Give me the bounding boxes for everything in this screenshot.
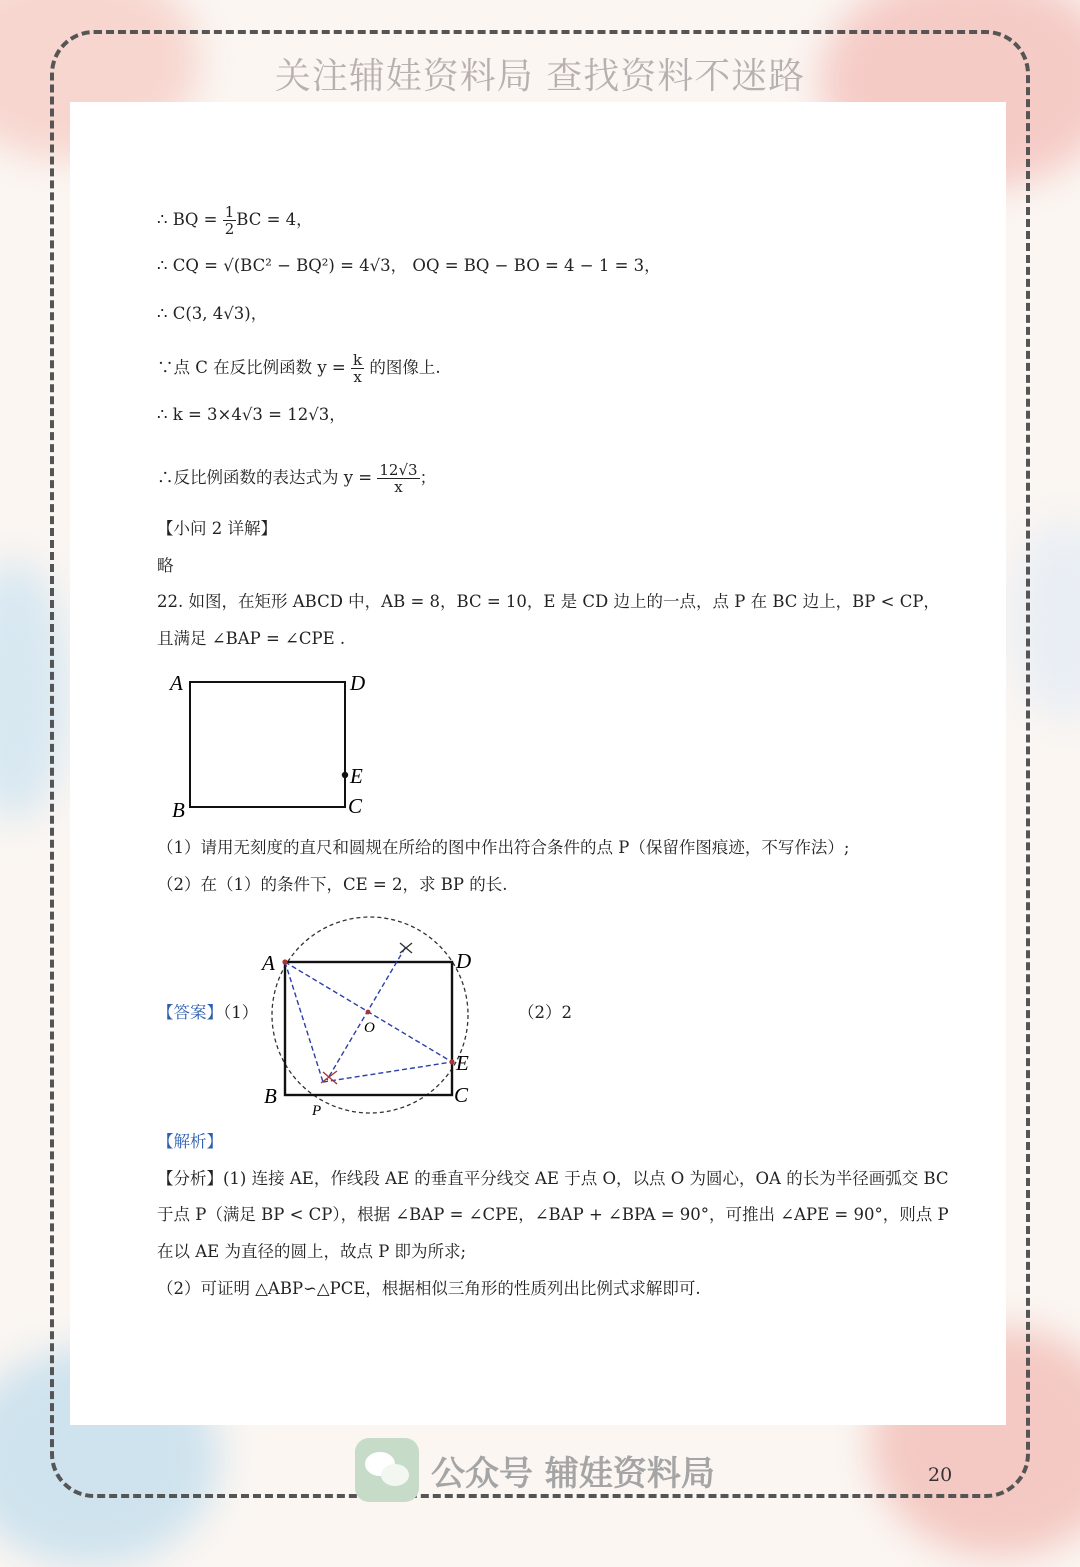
point-a: [282, 959, 287, 964]
label-d: D: [456, 949, 472, 973]
label-c: C: [454, 1083, 469, 1107]
footer-watermark-text: 公众号 辅娃资料局: [431, 1453, 715, 1494]
subquestion-2-title: 【小问 2 详解】: [157, 519, 277, 538]
analysis-line-3: 在以 AE 为直径的圆上，故点 P 即为所求;: [157, 1242, 467, 1261]
answer-line: [157, 1002, 258, 1024]
question-22-line-2: 且满足 ∠BAP = ∠CPE .: [157, 629, 346, 648]
label-p: P: [312, 1103, 322, 1119]
text: ∴反比例函数的表达式为 y =: [157, 468, 378, 487]
label-b: B: [264, 1084, 277, 1108]
label-a: A: [170, 671, 183, 695]
point-e: [449, 1059, 454, 1064]
solution-line-6: [157, 462, 436, 495]
solution-line-4: [157, 352, 441, 385]
denominator: x: [394, 478, 403, 496]
answer-part-2: （2）2: [518, 1003, 572, 1022]
rectangle-figure: [160, 665, 390, 825]
label-d: D: [350, 671, 366, 695]
numerator: k: [353, 351, 363, 369]
fraction: [223, 204, 237, 237]
denominator: 2: [224, 220, 235, 238]
subquestion-2-body: 略: [157, 556, 174, 575]
numerator: 1: [224, 203, 235, 221]
footer-watermark: [355, 1438, 715, 1502]
text: ∵点 C 在反比例函数 y =: [157, 358, 351, 377]
solution-line-5: ∴ k = 3×4√3 = 12√3，: [157, 405, 346, 424]
analysis-label: 【解析】: [157, 1132, 223, 1151]
wechat-icon: [355, 1438, 419, 1502]
fraction: [377, 462, 419, 495]
analysis-line-4: （2）可证明 △ABP∽△PCE，根据相似三角形的性质列出比例式求解即可.: [157, 1279, 701, 1298]
segment-ap: [285, 962, 323, 1082]
solution-line-3: ∴ C(3, 4√3)，: [157, 304, 268, 323]
question-22-part-1: （1）请用无刻度的直尺和圆规在所给的图中作出符合条件的点 P（保留作图痕迹，不写作法）;: [157, 838, 850, 857]
page-number: 20: [928, 1464, 953, 1486]
rectangle-abcd: [190, 682, 345, 807]
solution-line-2: ∴ CQ = √(BC² − BQ²) = 4√3， OQ = BQ − BO = 4 − 1 = 3，: [157, 256, 661, 275]
label-c: C: [348, 794, 363, 818]
label-a: A: [262, 951, 275, 975]
question-22-line-1: 22. 如图，在矩形 ABCD 中，AB = 8，BC = 10，E 是 CD 边上的一点，点 P 在 BC 边上，BP < CP，: [157, 592, 940, 611]
solution-line-1: [157, 204, 313, 237]
header-watermark: 关注辅娃资料局 查找资料不迷路: [274, 56, 806, 97]
label-e: E: [350, 764, 363, 788]
numerator: 12√3: [379, 461, 418, 479]
label-o: O: [364, 1020, 375, 1036]
perpendicular-bisector: [327, 948, 405, 1080]
text: 的图像上.: [364, 358, 441, 377]
text: ∴ BQ =: [157, 210, 223, 229]
label-b: B: [172, 798, 185, 822]
fraction: [351, 352, 364, 385]
text: ；: [419, 468, 437, 487]
answer-label: 【答案】: [157, 1003, 223, 1022]
analysis-line-2: 于点 P（满足 BP < CP），根据 ∠BAP = ∠CPE，∠BAP + ∠BPA = 90°，可推出 ∠APE = 90°，则点 P: [157, 1205, 949, 1224]
analysis-line-1: 【分析】(1) 连接 AE，作线段 AE 的垂直平分线交 AE 于点 O，以点 O 为圆心，OA 的长为半径画弧交 BC: [157, 1169, 949, 1188]
label-e: E: [456, 1051, 469, 1075]
point-e: [342, 772, 348, 778]
answer-part-1: （1）: [223, 1003, 259, 1022]
denominator: x: [353, 368, 362, 386]
question-22-part-2: （2）在（1）的条件下，CE = 2，求 BP 的长.: [157, 875, 508, 894]
circle-ae-diameter: [272, 917, 468, 1113]
point-o: [366, 1010, 371, 1015]
text: BC = 4，: [236, 210, 313, 229]
segment-pe: [323, 1062, 452, 1082]
construction-figure: [255, 910, 485, 1125]
